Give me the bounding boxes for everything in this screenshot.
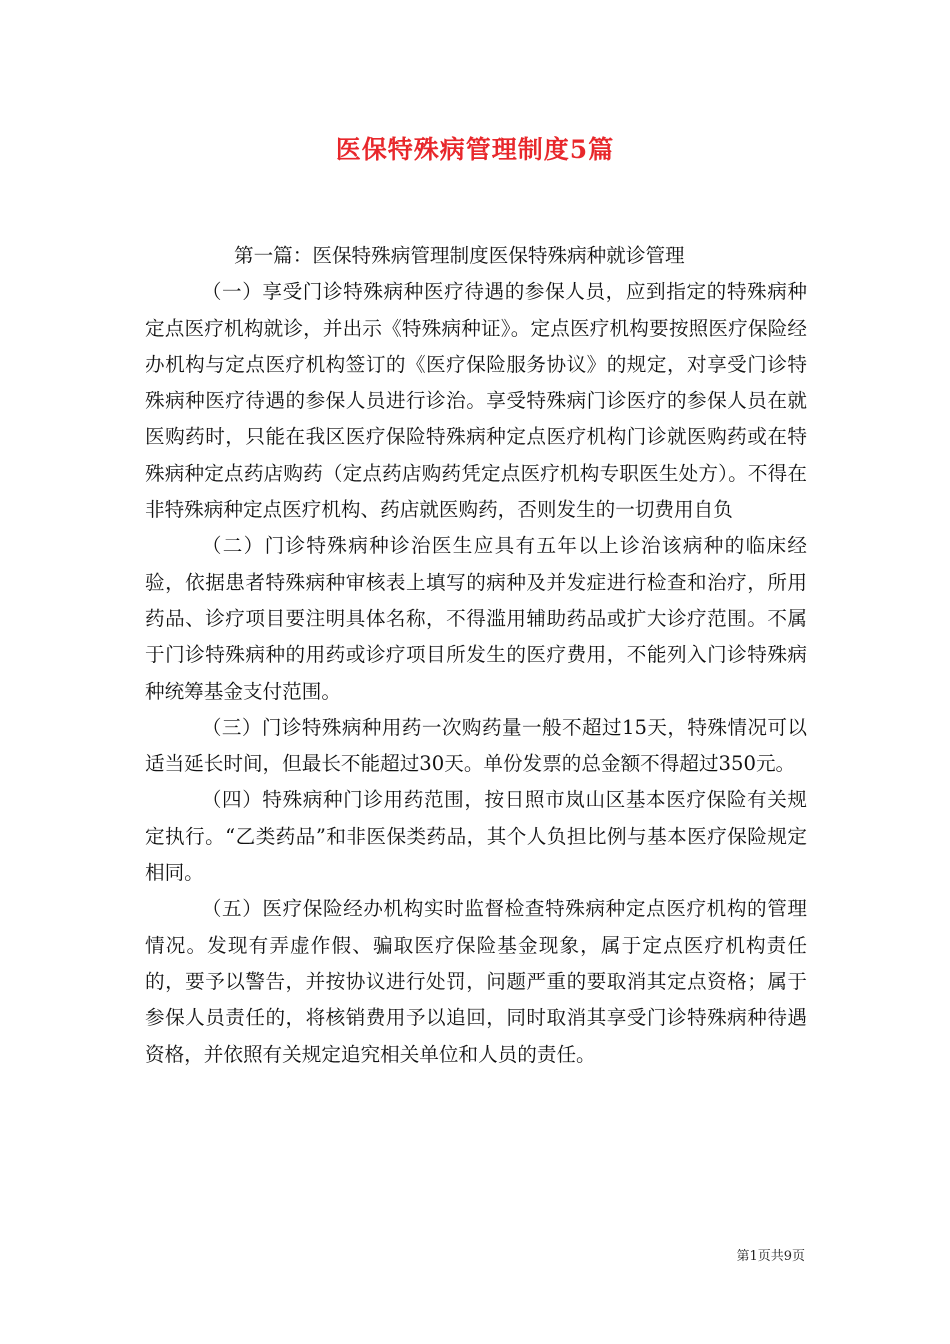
- paragraph-5: （五）医疗保险经办机构实时监督检查特殊病种定点医疗机构的管理情况。发现有弄虚作假、骗取医疗保险基金现象，属于定点医疗机构责任的，要予以警告，并按协议进行处罚，问题严重的要取消其定点资格；属于参保人员责任的，将核销费用予以追回，同时取消其享受门诊特殊病种待遇资格，并依照有关规定追究相关单位和人员的责任。: [145, 897, 807, 1066]
- page-footer: 第1页共9页: [736, 1249, 805, 1264]
- paragraph-1: （一）享受门诊特殊病种医疗待遇的参保人员，应到指定的特殊病种定点医疗机构就诊，并出示《特殊病种证》。定点医疗机构要按照医疗保险经办机构与定点医疗机构签订的《医疗保险服务协议》的规定，对享受门诊特殊病种医疗待遇的参保人员进行诊治。享受特殊病门诊医疗的参保人员在就医购药时，只能在我区医疗保险特殊病种定点医疗机构门诊就医购药或在特殊病种定点药店购药（定点药店购药凭定点医疗机构专职医生处方）。不得在非特殊病种定点医疗机构、药店就医购药，否则发生的一切费用自负: [145, 280, 807, 522]
- paragraph-4: （四）特殊病种门诊用药范围，按日照市岚山区基本医疗保险有关规定执行。“乙类药品”和非医保类药品，其个人负担比例与基本医疗保险规定相同。: [145, 788, 807, 885]
- document-title: 医保特殊病管理制度5篇: [335, 135, 615, 164]
- paragraph-3: （三）门诊特殊病种用药一次购药量一般不超过15天，特殊情况可以适当延长时间，但最长不能超过30天。单份发票的总金额不得超过350元。: [145, 715, 807, 776]
- document-body: [145, 238, 807, 1073]
- section-heading: 第一篇：医保特殊病管理制度医保特殊病种就诊管理: [234, 244, 685, 267]
- paragraph-2: （二）门诊特殊病种诊治医生应具有五年以上诊治该病种的临床经验，依据患者特殊病种审核表上填写的病种及并发症进行检查和治疗，所用药品、诊疗项目要注明具体名称，不得滥用辅助药品或扩大诊疗范围。不属于门诊特殊病种的用药或诊疗项目所发生的医疗费用，不能列入门诊特殊病种统筹基金支付范围。: [145, 534, 807, 703]
